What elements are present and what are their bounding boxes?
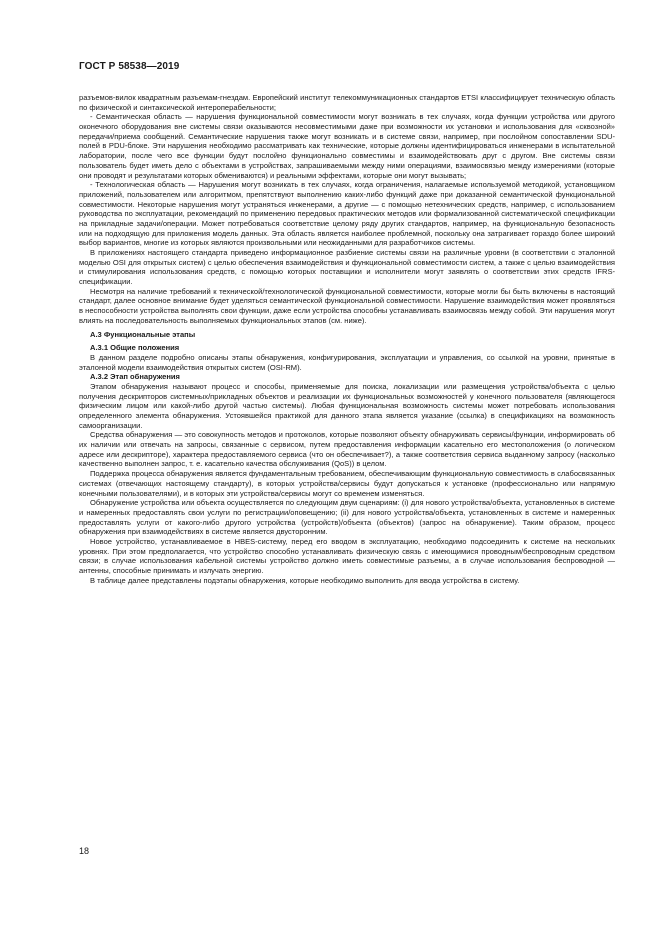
list-item-technological-area: - Технологическая область — Нарушения могут возникать в тех случаях, когда ограничения, налагаемые используемой методикой, установщиком приложений, пользователем или алгоритмом, препятствуют выполнению каких-либо функций даже при доказанной семантической функциональной совместимости. Некоторые нарушения могут устраняться инженерами, а другие — с помощью нетехнических средств, например, с использованием руководства по эксплуатации, рекомендаций по применению передовых практических методов или формализованной систематической спецификации на прикладные задачи/операции. Может потребоваться соответствие целому ряду других стандартов, например, на функциональную безопасность или на подходящую для приложения модель данных. Эта область является наиболее проблемной, поскольку она затрагивает гораздо более широкий выбор вариантов, многие из которых являются произвольными или неожиданными для разработчиков системы. bbox=[79, 180, 615, 248]
paragraph: Обнаружение устройства или объекта осуществляется по следующим двум сценариям: (i) для нового устройства/объекта, установленных в системе и намеренных предоставлять свои услуги по регистрации/оповещению; (ii) для нового устройства/объекта, установленных в системе и намеренных предоставлять услуги от какого-либо другого устройства (устройств)/объекта (объектов) (запрос на обнаружение). Таким образом, процесс обнаружения при взаимодействиях в системе является двусторонним. bbox=[79, 498, 615, 537]
paragraph: Поддержка процесса обнаружения является фундаментальным требованием, обеспечивающим функциональную совместимость в слабосвязанных системах (отвечающих настоящему стандарту), в которых устройства/сервисы будут допускаться к установке (профессионально или напрямую конечными пользователями), и в которых эти устройства/сервисы могут со временем изменяться. bbox=[79, 469, 615, 498]
list-item-semantic-area: - Семантическая область — нарушения функциональной совместимости могут возникать в тех случаях, когда функции устройства или другого оконечного оборудования вне системы связи оказываются несовместимыми даже при возможности их установки и использования для «сквозной» передачи/приема сообщений. Семантические нарушения также могут возникать и в системе связи, например, при послойном сопоставлении SDU-полей в PDU-блоке. Эти нарушения необходимо рассматривать как технические, которые должны идентифицироваться инженерами в испытательной лаборатории, после чего все функции будут послойно функционально совместимы и взаимодействовать друг с другом. Вне системы связи пользователь будет иметь дело с объектами в устройствах, запрашиваемыми между ними операциями, взаимосвязью между измерениями (которые они проводят и результатами которых обмениваются) и реальными эффектами, которые они могут вызывать; bbox=[79, 112, 615, 180]
section-heading-a3: А.3 Функциональные этапы bbox=[90, 329, 196, 339]
paragraph: Несмотря на наличие требований к технической/технологической функциональной совместимости, которые могли бы быть включены в настоящий стандарт, далее основное внимание будет уделяться семантической функциональной совместимости. Нарушение взаимодействия может проявляться в неспособности устройства выполнять свои функции, даже если устройства способны устанавливать взаимосвязь между собой. Эти нарушения могут влиять на последовательность выполняемых функциональных этапов (см. ниже). bbox=[79, 286, 615, 325]
paragraph: В таблице далее представлены подэтапы обнаружения, которые необходимо выполнить для ввода устройства в систему. bbox=[90, 575, 520, 585]
paragraph-continuation: разъемов-вилок квадратным разъемам-гнездам. Европейский институт телекоммуникационных стандартов ETSI классифицирует техническую область по физической и синтаксической интероперабельности; bbox=[79, 93, 615, 112]
document-header: ГОСТ Р 58538—2019 bbox=[79, 61, 180, 72]
paragraph: В приложениях настоящего стандарта приведено информационное разбиение системы связи на различные уровни (в соответствии с эталонной моделью OSI для открытых систем) с целью обеспечения взаимодействия и функциональной совместимости систем, а также с целью взаимодействия и стимулирования использования средств, с помощью которых поставщики и исполнители могут заявлять о соответствии этих средств IFRS-спецификации. bbox=[79, 248, 615, 287]
document-body bbox=[79, 93, 615, 585]
paragraph: Новое устройство, устанавливаемое в HBES-систему, перед его вводом в эксплуатацию, необходимо подсоединить к системе на нескольких уровнях. При этом предполагается, что устройство способно устанавливать физическую связь с имеющимися проводным/беспроводным средством связи; в случае использования кабельной системы устройство должно иметь совместимые разъемы, а в случае использования беспроводной — антенны, способные принимать и излучать энергию. bbox=[79, 536, 615, 575]
paragraph: В данном разделе подробно описаны этапы обнаружения, конфигурирования, эксплуатации и управления, со ссылкой на уровни, принятые в эталонной модели взаимодействия открытых систем (OSI-RM). bbox=[79, 352, 615, 372]
section-heading-a31: А.3.1 Общие положения bbox=[90, 343, 180, 353]
page-number: 18 bbox=[79, 846, 90, 856]
section-heading-a32: А.3.2 Этап обнаружения bbox=[90, 372, 180, 382]
paragraph: Средства обнаружения — это совокупность методов и протоколов, которые позволяют объекту обнаруживать сервисы/функции, информировать об их наличии или отвечать на запросы, связанные с сервисом, путем предоставления информации касательно его местоположения (о логическом адресе или дескрипторе), характера предоставляемого сервиса (что он обеспечивает?), а также соответствия сервиса выданному запросу (насколько качественно выполнен запрос, т. е. касательно качества обслуживания (QoS)) в целом. bbox=[79, 430, 615, 469]
paragraph: Этапом обнаружения называют процесс и способы, применяемые для поиска, локализации или размещения устройства/объекта с целью получения дескрипторов системных/прикладных объектов и реализации их функциональных возможностей у конечного пользователя (являющегося физическим лицом или какой-либо другой частью системы). Любая функциональная возможность системы может потребовать использования определенного элемента обнаружения. Устоявшейся практикой для данного этапа является указание (ссылка) в спецификациях на возможность самоорганизации. bbox=[79, 381, 615, 430]
